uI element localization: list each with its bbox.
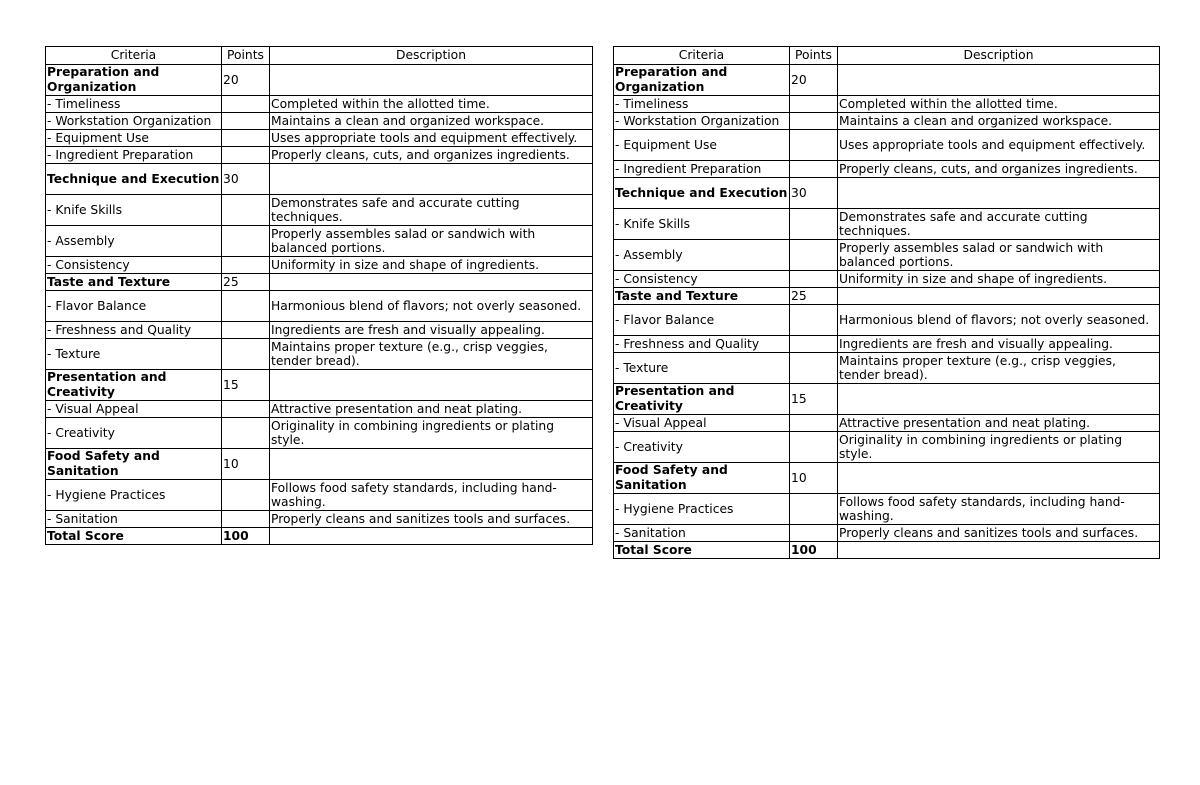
points-cell	[222, 401, 270, 418]
points-cell	[222, 147, 270, 164]
criteria-cell: - Texture	[46, 339, 222, 370]
item-row	[614, 415, 1160, 432]
description-cell: Maintains a clean and organized workspace.	[838, 113, 1160, 130]
item-row	[614, 494, 1160, 525]
item-row	[614, 305, 1160, 336]
points-cell	[222, 226, 270, 257]
criteria-cell: - Consistency	[614, 271, 790, 288]
criteria-cell: Preparation and Organization	[614, 65, 790, 96]
description-cell: Uniformity in size and shape of ingredients.	[270, 257, 593, 274]
description-cell	[838, 384, 1160, 415]
description-cell: Completed within the allotted time.	[838, 96, 1160, 113]
item-row	[614, 113, 1160, 130]
criteria-cell: - Equipment Use	[46, 130, 222, 147]
points-cell	[222, 291, 270, 322]
points-cell	[790, 130, 838, 161]
points-cell	[222, 113, 270, 130]
description-cell	[270, 528, 593, 545]
points-cell: 30	[790, 178, 838, 209]
description-cell: Uses appropriate tools and equipment effectively.	[838, 130, 1160, 161]
points-cell: 15	[222, 370, 270, 401]
points-cell	[222, 130, 270, 147]
points-cell	[222, 195, 270, 226]
points-cell: 100	[222, 528, 270, 545]
points-cell	[790, 161, 838, 178]
points-cell	[790, 494, 838, 525]
criteria-cell: Technique and Execution	[614, 178, 790, 209]
section-row	[46, 164, 593, 195]
item-row	[46, 480, 593, 511]
section-row	[46, 65, 593, 96]
points-cell	[790, 336, 838, 353]
description-cell: Maintains proper texture (e.g., crisp veggies, tender bread).	[270, 339, 593, 370]
points-cell: 20	[222, 65, 270, 96]
description-cell: Properly cleans and sanitizes tools and surfaces.	[270, 511, 593, 528]
description-cell: Follows food safety standards, including hand-washing.	[270, 480, 593, 511]
item-row	[614, 240, 1160, 271]
criteria-cell: - Flavor Balance	[614, 305, 790, 336]
total-row	[614, 542, 1160, 559]
points-cell	[222, 480, 270, 511]
header-row	[614, 47, 1160, 65]
item-row	[46, 257, 593, 274]
points-cell	[222, 418, 270, 449]
description-cell	[270, 274, 593, 291]
description-cell: Originality in combining ingredients or plating style.	[270, 418, 593, 449]
criteria-cell: - Ingredient Preparation	[614, 161, 790, 178]
points-cell	[790, 525, 838, 542]
criteria-cell: - Creativity	[614, 432, 790, 463]
criteria-cell: - Knife Skills	[46, 195, 222, 226]
criteria-cell: - Sanitation	[614, 525, 790, 542]
item-row	[46, 322, 593, 339]
points-cell	[790, 240, 838, 271]
header-row	[46, 47, 593, 65]
description-cell: Ingredients are fresh and visually appealing.	[270, 322, 593, 339]
criteria-cell: - Visual Appeal	[614, 415, 790, 432]
item-row	[614, 96, 1160, 113]
criteria-cell: Food Safety and Sanitation	[614, 463, 790, 494]
points-cell	[790, 96, 838, 113]
criteria-cell: - Freshness and Quality	[614, 336, 790, 353]
description-cell: Ingredients are fresh and visually appealing.	[838, 336, 1160, 353]
criteria-cell: - Assembly	[614, 240, 790, 271]
criteria-cell: Total Score	[46, 528, 222, 545]
description-header: Description	[838, 47, 1160, 65]
points-cell	[790, 305, 838, 336]
description-cell	[270, 164, 593, 195]
criteria-cell: - Workstation Organization	[46, 113, 222, 130]
description-cell: Maintains proper texture (e.g., crisp veggies, tender bread).	[838, 353, 1160, 384]
description-cell: Demonstrates safe and accurate cutting techniques.	[270, 195, 593, 226]
item-row	[614, 336, 1160, 353]
description-cell: Properly cleans, cuts, and organizes ingredients.	[270, 147, 593, 164]
item-row	[46, 195, 593, 226]
description-cell: Properly cleans and sanitizes tools and surfaces.	[838, 525, 1160, 542]
description-cell: Properly assembles salad or sandwich with balanced portions.	[838, 240, 1160, 271]
item-row	[614, 130, 1160, 161]
item-row	[46, 401, 593, 418]
item-row	[614, 432, 1160, 463]
points-cell	[790, 209, 838, 240]
item-row	[46, 113, 593, 130]
description-cell: Originality in combining ingredients or plating style.	[838, 432, 1160, 463]
description-cell	[838, 65, 1160, 96]
item-row	[614, 209, 1160, 240]
criteria-cell: - Assembly	[46, 226, 222, 257]
description-header: Description	[270, 47, 593, 65]
criteria-cell: Food Safety and Sanitation	[46, 449, 222, 480]
item-row	[614, 353, 1160, 384]
criteria-cell: - Freshness and Quality	[46, 322, 222, 339]
description-cell: Properly cleans, cuts, and organizes ingredients.	[838, 161, 1160, 178]
description-cell: Maintains a clean and organized workspace.	[270, 113, 593, 130]
points-cell	[222, 257, 270, 274]
criteria-cell: Preparation and Organization	[46, 65, 222, 96]
criteria-cell: - Timeliness	[614, 96, 790, 113]
criteria-cell: Technique and Execution	[46, 164, 222, 195]
criteria-cell: - Sanitation	[46, 511, 222, 528]
points-cell	[222, 96, 270, 113]
criteria-header: Criteria	[614, 47, 790, 65]
description-cell: Properly assembles salad or sandwich with balanced portions.	[270, 226, 593, 257]
item-row	[46, 291, 593, 322]
description-cell	[270, 65, 593, 96]
section-row	[46, 449, 593, 480]
description-cell: Harmonious blend of flavors; not overly seasoned.	[838, 305, 1160, 336]
description-cell	[838, 542, 1160, 559]
description-cell: Uses appropriate tools and equipment effectively.	[270, 130, 593, 147]
points-cell: 15	[790, 384, 838, 415]
points-cell	[222, 322, 270, 339]
section-row	[614, 288, 1160, 305]
points-cell: 25	[790, 288, 838, 305]
rubric-table-right	[613, 46, 1160, 559]
criteria-cell: Taste and Texture	[614, 288, 790, 305]
description-cell	[270, 449, 593, 480]
points-cell: 20	[790, 65, 838, 96]
item-row	[46, 418, 593, 449]
item-row	[46, 130, 593, 147]
description-cell: Demonstrates safe and accurate cutting techniques.	[838, 209, 1160, 240]
description-cell: Uniformity in size and shape of ingredients.	[838, 271, 1160, 288]
points-cell: 100	[790, 542, 838, 559]
criteria-cell: - Hygiene Practices	[614, 494, 790, 525]
description-cell: Harmonious blend of flavors; not overly seasoned.	[270, 291, 593, 322]
criteria-header: Criteria	[46, 47, 222, 65]
criteria-cell: Total Score	[614, 542, 790, 559]
item-row	[46, 226, 593, 257]
criteria-cell: - Knife Skills	[614, 209, 790, 240]
points-cell: 10	[790, 463, 838, 494]
points-cell	[790, 415, 838, 432]
description-cell	[838, 463, 1160, 494]
criteria-cell: - Flavor Balance	[46, 291, 222, 322]
item-row	[46, 511, 593, 528]
item-row	[614, 271, 1160, 288]
criteria-cell: - Hygiene Practices	[46, 480, 222, 511]
description-cell	[838, 288, 1160, 305]
item-row	[46, 147, 593, 164]
points-cell	[790, 353, 838, 384]
criteria-cell: - Creativity	[46, 418, 222, 449]
description-cell: Completed within the allotted time.	[270, 96, 593, 113]
points-cell	[790, 113, 838, 130]
criteria-cell: Presentation and Creativity	[614, 384, 790, 415]
points-cell	[790, 432, 838, 463]
section-row	[614, 178, 1160, 209]
item-row	[46, 96, 593, 113]
points-cell	[222, 511, 270, 528]
criteria-cell: - Consistency	[46, 257, 222, 274]
points-header: Points	[790, 47, 838, 65]
points-cell	[790, 271, 838, 288]
points-cell	[222, 339, 270, 370]
criteria-cell: - Visual Appeal	[46, 401, 222, 418]
description-cell	[270, 370, 593, 401]
description-cell: Attractive presentation and neat plating.	[270, 401, 593, 418]
criteria-cell: - Timeliness	[46, 96, 222, 113]
criteria-cell: Taste and Texture	[46, 274, 222, 291]
total-row	[46, 528, 593, 545]
section-row	[614, 463, 1160, 494]
points-cell: 25	[222, 274, 270, 291]
criteria-cell: - Equipment Use	[614, 130, 790, 161]
rubric-table-left	[45, 46, 593, 545]
item-row	[614, 161, 1160, 178]
criteria-cell: - Workstation Organization	[614, 113, 790, 130]
section-row	[614, 384, 1160, 415]
description-cell	[838, 178, 1160, 209]
points-cell: 30	[222, 164, 270, 195]
section-row	[46, 370, 593, 401]
description-cell: Follows food safety standards, including hand-washing.	[838, 494, 1160, 525]
criteria-cell: Presentation and Creativity	[46, 370, 222, 401]
description-cell: Attractive presentation and neat plating.	[838, 415, 1160, 432]
points-header: Points	[222, 47, 270, 65]
section-row	[614, 65, 1160, 96]
criteria-cell: - Texture	[614, 353, 790, 384]
criteria-cell: - Ingredient Preparation	[46, 147, 222, 164]
section-row	[46, 274, 593, 291]
item-row	[46, 339, 593, 370]
item-row	[614, 525, 1160, 542]
points-cell: 10	[222, 449, 270, 480]
